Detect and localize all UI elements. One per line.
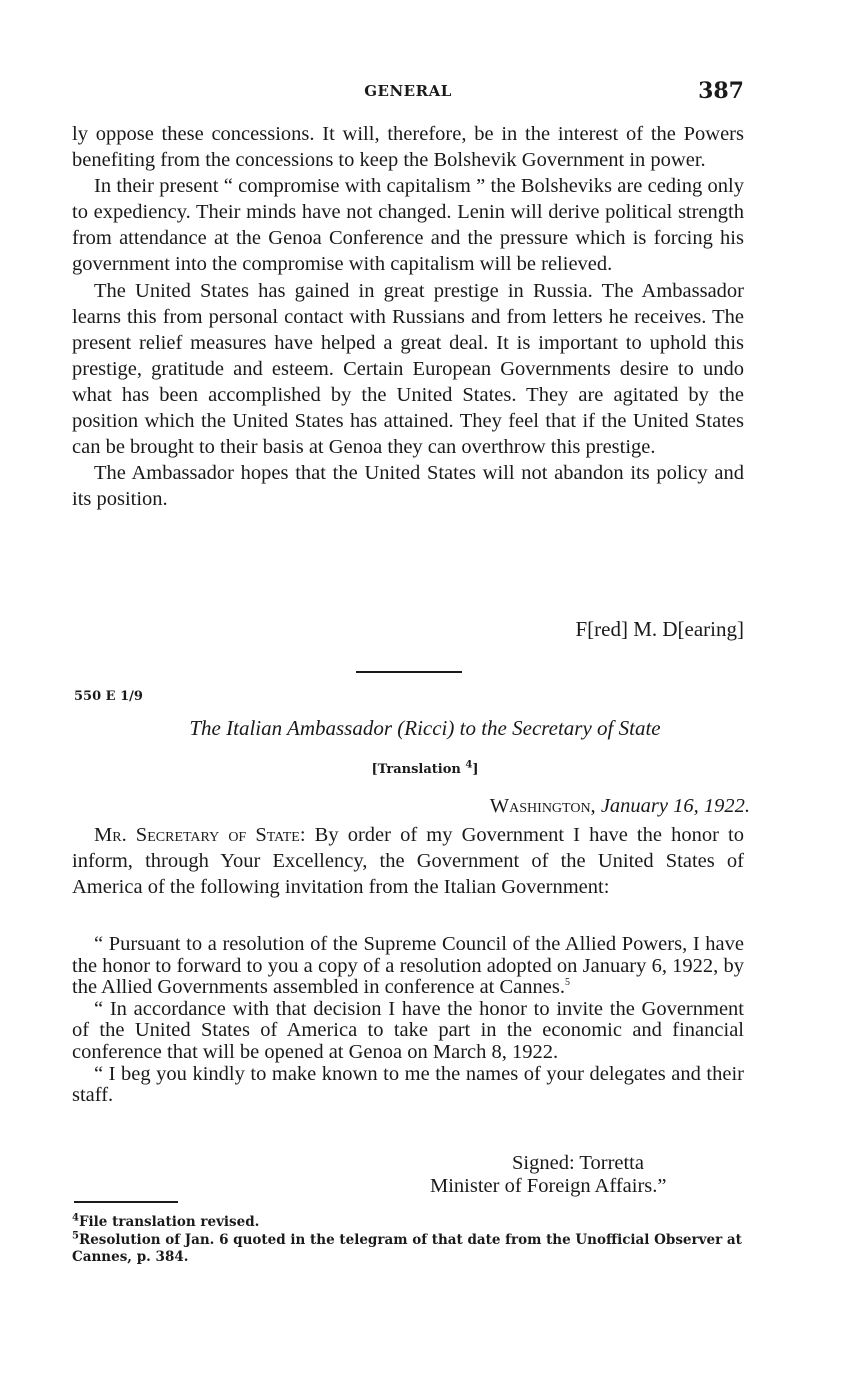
page-header [72, 80, 744, 108]
quote-paragraph-1-text: “ Pursuant to a resolution of the Supreme Council of the Allied Powers, I have the honor to forward to you a copy of a resolution adopted on January 6, 1922, by the Allied Governments assembled in conference at Cannes. [72, 933, 744, 999]
opening-text: By order of my Government I have the honor to inform, through Your Excellency, the Government of the United States of America of the following invitation from the Italian Government: [72, 824, 744, 899]
memo-body [72, 121, 744, 512]
footnote-ref-4: 4 [465, 759, 473, 771]
file-number: 550 E 1/9 [74, 689, 143, 704]
dateline-date: January 16, 1922. [600, 795, 750, 817]
footnote-5-mark: 5 [72, 1230, 79, 1241]
dateline-place: Washington, [489, 795, 596, 817]
footnote-5-text: Resolution of Jan. 6 quoted in the telegram of that date from the Unofficial Observer at Cannes, p. 384. [72, 1231, 742, 1265]
memo-paragraph-4: The Ambassador hopes that the United States will not abandon its policy and its position. [72, 462, 744, 511]
memo-paragraph-1: ly oppose these concessions. It will, therefore, be in the interest of the Powers benefiting from the concessions to keep the Bolshevik Government in power. [72, 123, 744, 172]
document-heading: The Italian Ambassador (Ricci) to the Secretary of State [189, 716, 661, 740]
memo-signature: F[red] M. D[earing] [575, 617, 744, 641]
quoted-invitation [72, 934, 744, 1107]
memo-paragraph-2: In their present “ compromise with capitalism ” the Bolsheviks are ceding only to expediency. Their minds have not changed. Lenin will derive political strength from attendance at the Genoa Conference and the pressure which is forcing his government into the compromise with capitalism will be relieved. [72, 175, 744, 276]
quote-paragraph-1 [72, 934, 744, 999]
footnote-ref-5: 5 [564, 977, 570, 989]
quote-paragraph-2: “ In accordance with that decision I have the honor to invite the Government of the United States of America to take part in the economic and financial conference that will be opened at Genoa on March 8, 1922. [72, 997, 744, 1063]
footnote-4-text: File translation revised. [78, 1214, 260, 1230]
footnote-4 [72, 1214, 744, 1232]
translation-note: [Translation $^4$] [371, 759, 479, 777]
section-divider [356, 671, 462, 673]
footnotes [72, 1214, 744, 1267]
memo-paragraph-3: The United States has gained in great prestige in Russia. The Ambassador learns this from personal contact with Russians and from letters he receives. The present relief measures have helped a great deal. It is important to uphold this prestige, gratitude and esteem. Certain European Governments desire to undo what has been accomplished by the United States. They are agitated by the position which the United States has attained. They feel that if the United States can be brought to their basis at Genoa they can overthrow this prestige. [72, 279, 744, 459]
salutation: Mr. Secretary of State: [94, 824, 306, 846]
footnote-5 [72, 1232, 744, 1267]
page-number: 387 [698, 78, 744, 104]
translation-label: [Translation [371, 762, 466, 777]
quote-paragraph-3: “ I beg you kindly to make known to me the names of your delegates and their staff. [72, 1062, 744, 1107]
dateline [490, 795, 750, 818]
letter-opening [72, 822, 744, 900]
signed-line: Signed: Torretta [512, 1152, 644, 1174]
signed-title: Minister of Foreign Affairs.” [430, 1175, 667, 1197]
footnote-divider [74, 1201, 178, 1203]
running-title: GENERAL [364, 82, 452, 100]
footnote-4-mark: 4 [72, 1212, 79, 1224]
